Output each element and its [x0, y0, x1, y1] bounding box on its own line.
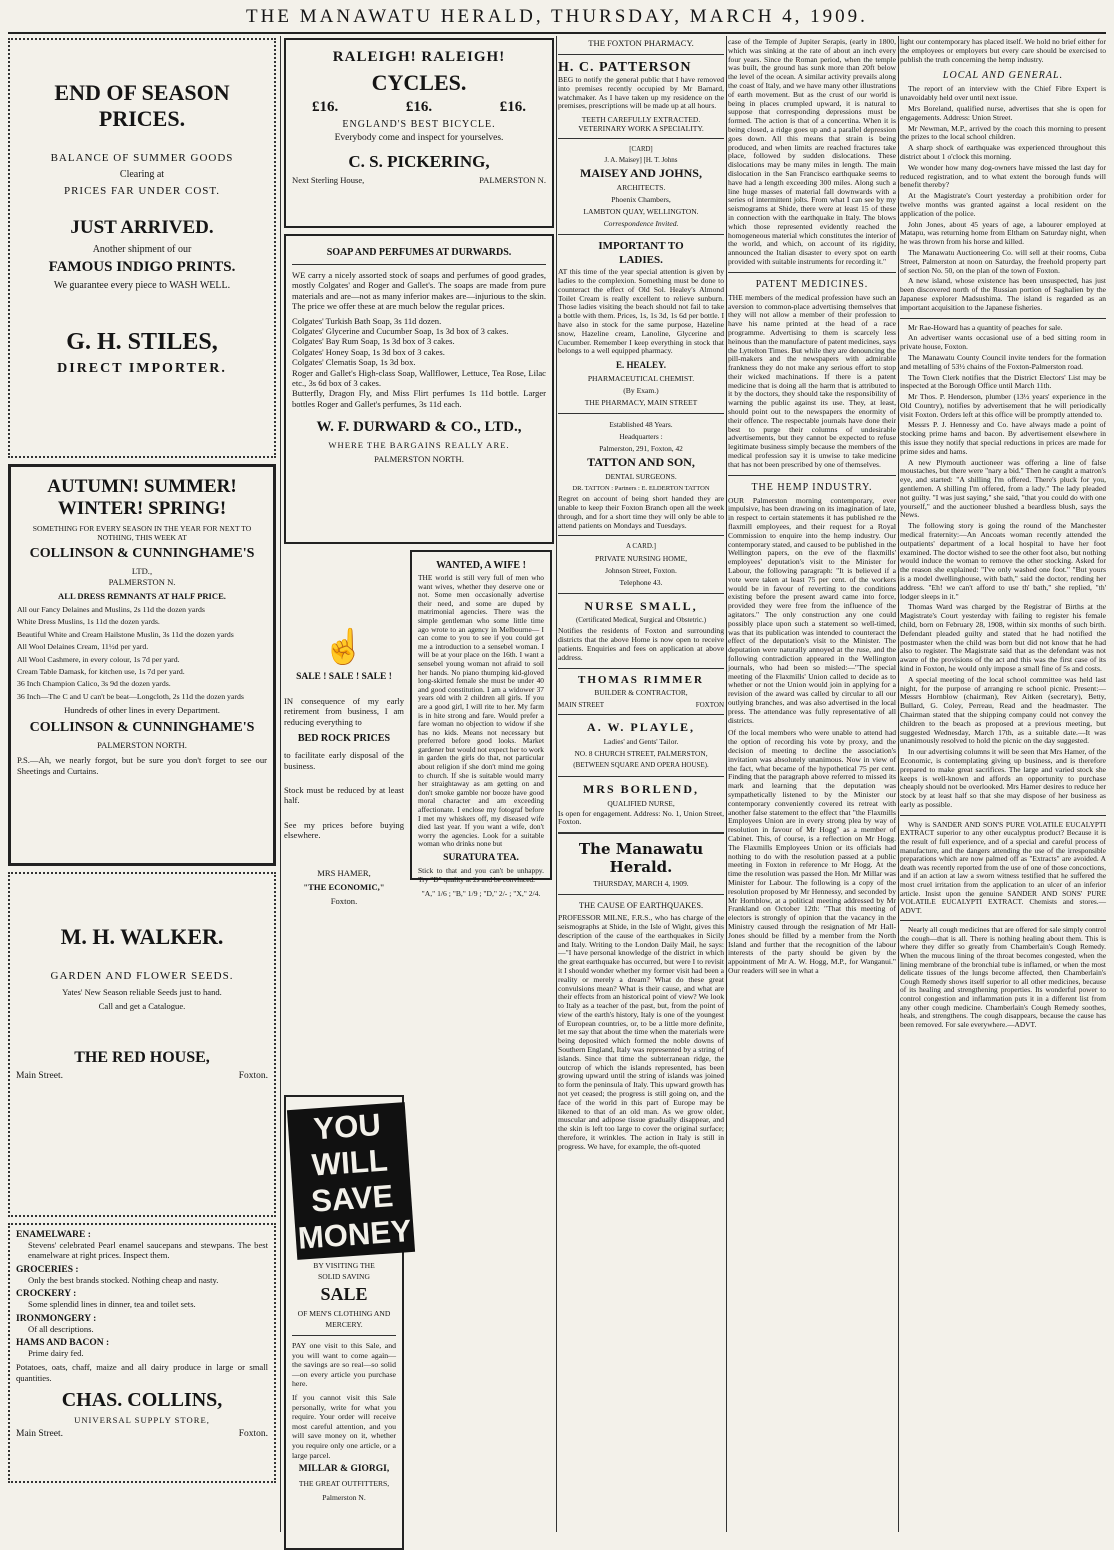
- rule: [900, 815, 1106, 816]
- hamer-p1: IN consequence of my early retirement from business, I am reducing everything to: [284, 696, 404, 727]
- rimmer-street: MAIN STREET: [558, 700, 605, 709]
- local-news-item: A sharp shock of earthquake was experienced throughout this district about 1 o'clock this morning.: [900, 143, 1106, 161]
- stiles-just-arrived: JUST ARRIVED.: [70, 217, 214, 238]
- collinson-place: PALMERSTON N.: [108, 577, 176, 587]
- column-3: [558, 38, 724, 1532]
- collins-town: Foxton.: [238, 1429, 268, 1440]
- tatton-addr: Palmerston, 291, Foxton, 42: [599, 444, 683, 454]
- healey-name: E. HEALEY.: [616, 360, 666, 371]
- durward-item: Butterfly, Dragon Fly, and Miss Flirt perfumes 1s 11d bottle. Larger bottles Roger and Gallet's perfumes, 3s 11d each.: [292, 388, 546, 409]
- hamer-name: MRS HAMER,: [317, 867, 371, 878]
- quakes-body: PROFESSOR MILNE, F.R.S., who has charge of the seismographs at Shide, in the Isle of Wight, gives this description of the cause of the earthquakes in Sicily and Italy. Writing to the London Daily Mail, he says:—"I have personal knowledge of the district in which the great earthquake has occurred, but were I to revisit it I should wonder whether my former visit had been a reality or merely a dream? What do these great convulsions mean? What is their cause, and what are their effects from an historical point of view? We look to Italy as a teacher of the past, but, from the point of view of the earth's history, Italy is one of the youngest of European countries, or, to be a little more definite, let me say that about the time when the materials were being deposited which formed the noble downs of Southern England, Italy was represented by a string of islands. Since that time the subterranean ridge, the outcrop of which the islands represented, has been growing upward until the string of islands was joined to form the peninsula of Italy. This upward growth has not yet ceased; the progress is still going on, and the face of the world in this part of Europe may be likened to that of an old man. As we grow older, muscular and adipose tissue gradually disappear, and the skin is left too large to cover the original surface; therefore, it wrinkles. The action in Italy is still in progress. We have, for example, the oft-quoted: [558, 913, 724, 1151]
- stiles-role: DIRECT IMPORTER.: [57, 361, 227, 376]
- durward-heading: SOAP AND PERFUMES AT DURWARDS.: [326, 247, 512, 258]
- column-rule: [280, 36, 281, 1532]
- hemp-tail: light our contemporary has placed itself. We hold no brief either for the employees or employers but every care should be exercised to publish the truth concerning the hemp industry.: [900, 37, 1106, 64]
- pickering-address-row: [292, 175, 546, 185]
- borlend-role: QUALIFIED NURSE,: [607, 798, 675, 808]
- healey-body: AT this time of the year special attention is given by ladies to the complexion. Something must be done to counteract the effect of Old Sol. Healey's Almond Toilet Cream is really excellent to relieve sunburn. Those ladies visiting the beach should not fail to take a bottle with them. Prices, 1s, 1s 3d, 1s 6d per bottle. I have also in stock for the same purpose, Hazeline snow, Hazeline cream, Lanoline, Glycerine and Cucumber. Remember I keep everything in stock that belongs to a well equipped pharmacy.: [558, 267, 724, 356]
- collinson-item: All Wool Cashmere, in every colour, 1s 7d per yard.: [17, 654, 180, 664]
- hamer-town: Foxton.: [330, 895, 358, 906]
- rimmer-name: THOMAS RIMMER: [578, 673, 704, 686]
- pickering-h2: CYCLES.: [371, 70, 467, 95]
- local-news-item: The report of an interview with the Chief Fibre Expert is unavoidably held over until next issue.: [900, 84, 1106, 103]
- tatton-partners: DR. TATTON : Partners : E. ELDERTON TATTON: [572, 485, 710, 493]
- walker-line: Call and get a Catalogue.: [98, 1001, 186, 1011]
- local-news-item: Mrs Boreland, qualified nurse, advertises that she is open for engagements. Address: Union Street.: [900, 103, 1106, 122]
- durward-name: W. F. DURWARD & CO., LTD.,: [316, 419, 522, 436]
- stiles-line: BALANCE OF SUMMER GOODS: [50, 152, 234, 164]
- healey-exam: (By Exam.): [623, 386, 659, 396]
- nursing-l1: PRIVATE NURSING HOME,: [594, 554, 688, 564]
- maisey-names: J. A. Maisey] [H. T. Johns: [604, 156, 678, 165]
- hemp-body-continued: Of the local members who were unable to attend had the option of recording his vote by proxy, and the decision of meeting to decline the association's invitation was absolutely unanimous. Now in view of the fact, what became of the hypothetical 75 per cent. Finding that the paragraph above referred to missed its mark and learning that the deputation was sympathetically listened to by the Minister our contemporary conveniently covered its retreat with another false statement to the effect that "the Flaxmills Employees Union are in every strong plea by way of resolution in favour of Mr Hogg" as a member of Cabinet. This, of course, is a reflection on Mr Hogg. The Flaxmills Employees Union or its officials had nothing to do with the resolution passed at a public meeting in Foxton in reference to Mr Hogg. At the time the resolution was passed the Hon. Mr Millar was Minister for Labour. The following is a copy of the resolution proposed by Mr Hennessy, and seconded by Mr Hornblow, at a political meeting addressed by Mr Frankland on October 12th: "That this meeting of electors is strongly of opinion that the vacancy in the Ministry caused through the resignation of Mr Hall-Jones should be filled by a member from the North Island and further that the recognition of the labour interests of the party should be given by the appointment of Mr A. W. Hogg, M.P., for Wanganui." Our readers will see in what a: [728, 728, 896, 975]
- giorgi-p1: PAY one visit to this Sale, and you will want to come again—the savings are so real—so solid—on every article you purchase here.: [292, 1341, 396, 1389]
- collins-tail: Potatoes, oats, chaff, maize and all dairy produce in large or small quantities.: [16, 1362, 268, 1383]
- hamer-p2: to facilitate early disposal of the business.: [284, 750, 404, 771]
- pharmacy-head: THE FOXTON PHARMACY.: [588, 38, 694, 48]
- rule: [558, 776, 724, 777]
- collinson-item: Beautiful White and Cream Hailstone Muslin, 3s 11d the dozen yards: [17, 629, 234, 639]
- newspaper-nameplate: The Manawatu Herald.: [578, 840, 704, 877]
- durward-intro: WE carry a nicely assorted stock of soaps and perfumes of good grades, mostly Colgates' and Roger and Gallet's. The soaps are made from pure materials and are—not as many inferior makes are—injurious to the skin. The price we offer these at are much below the regular prices.: [292, 270, 546, 312]
- column-rule: [898, 36, 899, 1532]
- stiles-line: Clearing at: [119, 169, 165, 180]
- stiles-line: Another shipment of our: [92, 244, 192, 255]
- hamer-p3: Stock must be reduced by at least half.: [284, 785, 404, 806]
- stiles-name: G. H. STILES,: [66, 329, 218, 355]
- patterson-body: BEG to notify the general public that I have removed into premises recently occupied by Mr Barnard, watchmaker. As I have taken up my residence on the premises, prescriptions will be made up at all hours.: [558, 75, 724, 111]
- giorgi-l3: OF MEN'S CLOTHING AND MERCERY.: [297, 1309, 391, 1329]
- note-item: Mr Rae-Howard has a quantity of peaches for sale.: [908, 322, 1063, 332]
- durward-item: Colgates' Clematis Soap, 1s 3d box.: [292, 357, 416, 368]
- durward-ad: [284, 234, 554, 544]
- giorgi-sale: SALE: [320, 1284, 368, 1304]
- nursing-l3: Telephone 43.: [619, 578, 663, 588]
- column-rule: [556, 36, 557, 1532]
- walker-street: Main Street.: [16, 1071, 63, 1081]
- note-item: Mr Thos. P. Henderson, plumber (13½ years' experience in the Old Country), notifies by advertisement that he will periodically visit Foxton. Orders left at this office will be promptly attended to.: [900, 392, 1106, 419]
- collins-sub: UNIVERSAL SUPPLY STORE,: [74, 1415, 210, 1426]
- collinson-ltd: LTD.,: [131, 566, 153, 576]
- rule: [900, 318, 1106, 319]
- pickering-h1: RALEIGH! RALEIGH!: [332, 49, 506, 65]
- walker-house: THE RED HOUSE,: [74, 1049, 210, 1066]
- rule: [558, 138, 724, 139]
- collinson-h1: AUTUMN! SUMMER!: [47, 476, 237, 497]
- local-news-item: A new island, whose existence has been unsuspected, has just been discovered north of the Russian portion of Saghalien by the Japanese explorer Madsushima. The island is regarded as an important acquisition to the Japanese fisheries.: [900, 276, 1106, 312]
- rimmer-address-row: [558, 701, 724, 709]
- pickering-town: PALMERSTON N.: [479, 175, 546, 185]
- giorgi-l2: SOLID SAVING: [318, 1272, 370, 1281]
- maisey-card: [CARD]: [629, 146, 653, 154]
- rule: [558, 234, 724, 235]
- walker-name: M. H. WALKER.: [60, 924, 224, 949]
- collins-item-head: IRONMONGERY :: [16, 1313, 97, 1324]
- collinson-item: White Dress Muslins, 1s 11d the dozen yards.: [17, 617, 160, 627]
- pickering-price-row: [292, 99, 546, 116]
- rule: [558, 668, 724, 669]
- durward-item: Colgates' Bay Rum Soap, 1s 3d box of 3 cakes.: [292, 336, 455, 347]
- local-news-item: Mr Newman, M.P., arrived by the coach this morning to present the prizes to the local school children.: [900, 123, 1106, 142]
- maisey-name: MAISEY AND JOHNS,: [580, 166, 702, 181]
- local-general-heading: LOCAL AND GENERAL.: [942, 70, 1064, 82]
- collins-item-head: ENAMELWARE :: [16, 1230, 91, 1240]
- collinson-sub: ALL DRESS REMNANTS AT HALF PRICE.: [58, 591, 226, 601]
- rimmer-town: FOXTON: [695, 700, 724, 709]
- hemp-body: OUR Palmerston morning contemporary, ever impulsive, has been drawing on its imagination of late, in respect to certain statements it has published re the flaxmill employees, and their request for a Royal Commission to enquire into the hemp industry. Our contemporary stated, and caused to be published in the Wellington papers, on the eve of the flaxmills' employees' deputation's visit to the Minister for Labour, the following paragraph: "It is believed if a vote were taken at least 75 per cent. of the workers would be in favour of reverting to the conditions existing before the present award came into force, provided they were free from the influence of the agitators." The only construction any one could possibly place upon such a statement so well-timed, was that its publication was intended to counteract the effect of the deputation's visit to the Minister. The deputation were naturally annoyed at the ruse, and the following contradiction appeared in the Wellington journals, who had been so misled:—"The special meeting of the Flaxmills' Union called to decide as to whether or not the Union would join in applying for a revision of the award was called by circular to all our outlying branches, and was also advertised in the local press. The attendance was fully representative of all districts.: [728, 495, 896, 725]
- note-item: In our advertising columns it will be seen that Mrs Hamer, of the Economic, is contemplating giving up business, and is therefore prepared to make great sacrifices. The large and varied stock she keeps is well-known and affords an opportunity to purchase cheaply should not be overlooked. Mrs Hamer desires to reduce her stock by at least half so that she may dispose of her business as early as possible.: [900, 747, 1106, 809]
- rule: [558, 832, 724, 834]
- collinson-item-list: [17, 605, 267, 702]
- cough-advert: Nearly all cough medicines that are offered for sale simply control the cough—that is all. There is nothing healing about them. This is where they differ so greatly from Chamberlain's Cough Remedy. When the mucous lining of the throat becomes congested, when the lining membrane of the bronchial tube is inflamed, or when the most delicate tissues of the lungs become affected, then Chamberlain's Cough Remedy shows itself superior to all other medicines, because of its healing and strengthening properties. Its wonderful power to control congestion and inflammation puts it in a different list from any other cough medicine. Chamberlain's Cough Remedy soothes, heals, and strengthens. The cough disappears, because the cause has been removed. For sale everywhere.—ADVT.: [900, 925, 1106, 1029]
- durward-item: Colgates' Turkish Bath Soap, 3s 11d dozen.: [292, 315, 442, 326]
- hamer-ad: [284, 550, 404, 1095]
- pickering-price: £16.: [499, 99, 526, 115]
- rule: [558, 413, 724, 414]
- tatton-body: Regret on account of being short handed they are unable to keep their Foxton Branch open all the week through, and for a short time they will only be able to attend patients on Mondays and Tuesdays.: [558, 494, 724, 530]
- note-item: An advertiser wants occasional use of a bed sitting room in private house, Foxton.: [900, 333, 1106, 352]
- patterson-name: H. C. PATTERSON: [558, 60, 692, 75]
- collinson-ps: P.S.—Ah, we nearly forgot, but be sure you don't forget to see our Sheetings and Curtains.: [17, 755, 267, 776]
- note-item: The following story is going the round of the Manchester medical fraternity:—An Ancoats woman recently attended the outpatients' department of a local hospital to have her foot examined. The doctor wished to see the other foot also, but nothing would induce the woman to remove the other stocking. Asked for the reason she explained: "I've only washed one foot." "But yours is a model dwellinghouse, with bath," said the doctor, rending her address. "Eh! we can't afford to use th' bath," she replied, "th' lodger sleeps in it.": [900, 521, 1106, 601]
- local-news-item: The Manawatu Auctioneering Co. will sell at their rooms, Cuba Street, Palmerston at noon on Saturday, the freehold property part of section No. 50, on the plan of the town of Foxton.: [900, 247, 1106, 275]
- stiles-line: PRICES FAR UNDER COST.: [63, 185, 221, 197]
- wife-ad: [410, 550, 552, 899]
- collinson-place-2: PALMERSTON NORTH.: [97, 740, 187, 751]
- local-news-item: We wonder how many dog-owners have missed the last day for reduced registration, and to what extent the borough funds will benefit thereby?: [900, 162, 1106, 190]
- collinson-name: COLLINSON & CUNNINGHAME'S: [29, 546, 255, 561]
- note-item: The Manawatu County Council invite tenders for the formation and metalling of 53½ chains of the Foxton-Palmerston road.: [900, 352, 1106, 371]
- collins-item-head: GROCERIES :: [16, 1264, 79, 1275]
- rule: [728, 272, 896, 273]
- note-item: Thomas Ward was charged by the Registrar of Births at the Magistrate's Court yesterday with failing to register his female child, born on February 28, 1908, within six months of such birth. Defendant pleaded guilty and stated that he had notified the postmaster when the child was born but did not know that he had also to register. The Magistrate said that as the defendant was not aware of the provisions of the act and this was the first case of its kind in Foxton, he would only impose a small fine of 5s and costs.: [900, 602, 1106, 673]
- collins-ad: [8, 1223, 276, 1483]
- pickering-ad: [284, 38, 554, 228]
- collinson-intro: SOMETHING FOR EVERY SEASON IN THE YEAR FOR NEXT TO NOTHING, THIS WEEK AT: [32, 524, 252, 542]
- hemp-heading: THE HEMP INDUSTRY.: [751, 481, 873, 493]
- collinson-item: All our Fancy Delaines and Muslins, 2s 11d the dozen yards: [17, 605, 205, 614]
- maisey-addr: Phoenix Chambers,: [611, 195, 671, 205]
- hamer-p4: See my prices before buying elsewhere.: [284, 819, 404, 841]
- hamer-shop: "THE ECONOMIC,": [303, 881, 385, 892]
- wife-brand: SURATURA TEA.: [443, 853, 519, 863]
- collins-item-head: CROCKERY :: [16, 1289, 77, 1300]
- collins-street: Main Street.: [16, 1429, 63, 1440]
- patterson-teeth: TEETH CAREFULLY EXTRACTED. VETERINARY WORK A SPECIALITY.: [578, 115, 704, 134]
- dateline: THURSDAY, MARCH 4, 1909.: [593, 879, 689, 889]
- pickering-l2: Everybody come and inspect for yourselves.: [334, 133, 504, 143]
- hamer-sale: SALE ! SALE ! SALE !: [296, 672, 392, 682]
- collinson-item: 36 Inch Champion Calico, 3s 9d the dozen yards.: [17, 679, 171, 689]
- collins-item-list: [16, 1230, 268, 1358]
- column-1: [8, 38, 276, 1489]
- collinson-ad: [8, 464, 276, 866]
- tatton-name: TATTON AND SON,: [587, 455, 695, 470]
- walker-ad: [8, 872, 276, 1217]
- wife-tail: Stick to that and you can't be unhappy. Try "D" quality at 2s and be convinced.: [418, 866, 544, 884]
- wife-body: THE world is still very full of men who want wives, whether they deserve one or not. Some men occasionally advertise their need, and some are duped by matrimonial agencies. There was the simple gentleman who some little time ago wrote to an agency in Melbourne— I can come to you to see if you could get me a introduction to a sensebel woman. I will be at your place on the 16th. I want a sensebel young woman not afraid to soil her hands. No piano thumping kid-gloved long-skirted female she must be under 40 and good constitution. I am a widower 37 years old with 2 children all girls. If you are a good girl, I will rite to her. My farm is in hite strong and fare. Would prefer a fare woman no objection to widow if she has no kids. Means not necessary but preferred before good looks. Market gardener but would not expect her to work in garden the girls do that, not particular about religion if she don't mind me going to church. If she is suitable would marry her straightaway as am getting on and don't smoke gamble nor booze have good moral character and am exceeding affectionate. I enclose my fotograf before I met my whiskers off, my diseased wife died last year. If you want a wife, don't worry the agencies. Look for a suitable woman who drinks none but: [418, 573, 544, 849]
- small-cert: (Certificated Medical, Surgical and Obstetric.): [575, 616, 707, 625]
- giorgi-rule: [292, 1335, 396, 1336]
- durward-item-list: [292, 316, 546, 410]
- rimmer-role: BUILDER & CONTRACTOR,: [594, 687, 688, 697]
- pickering-l1: ENGLAND'S BEST BICYCLE.: [342, 119, 496, 130]
- giorgi-p2: If you cannot visit this Sale personally, write for what you require. Your order will receive most careful attention, and you will save money on it, whether you require only one article, or a large parcel.: [292, 1392, 396, 1460]
- stiles-prints: FAMOUS INDIGO PRINTS.: [48, 259, 236, 275]
- walker-town: Foxton.: [238, 1071, 268, 1081]
- collinson-item: 36 Inch—The C and U can't be beat—Longcloth, 2s 11d the dozen yards: [17, 691, 244, 701]
- collinson-item: Cream Table Damask, for kitchen use, 1s 7d per yard.: [17, 667, 185, 677]
- tatton-headq: Headquarters :: [619, 432, 663, 442]
- collins-item-head: HAMS AND BACON :: [16, 1338, 110, 1349]
- borlend-name: MRS BORLEND,: [582, 781, 699, 796]
- column-4: [728, 38, 896, 1532]
- nursing-card: A CARD.]: [626, 542, 656, 551]
- local-news-list: [900, 85, 1106, 312]
- hamer-bed: BED ROCK PRICES: [297, 733, 391, 745]
- pickering-price: £16.: [405, 99, 433, 115]
- stiles-ad: [8, 38, 276, 458]
- collins-item-text: Stevens' celebrated Pearl enamel saucepans and stewpans. The best enamelware at right prices. Inspect them.: [28, 1240, 268, 1261]
- tatton-est: Established 48 Years.: [609, 420, 673, 430]
- wife-heading: WANTED, A WIFE !: [436, 560, 526, 571]
- durward-item: Colgates' Glycerine and Cucumber Soap, 1s 3d box of 3 cakes.: [292, 326, 509, 337]
- collinson-h2: WINTER! SPRING!: [57, 498, 227, 519]
- local-news-item: John Jones, about 45 years of age, a labourer employed at Matapu, was returning home from Eltham on Saturday night, when he was thrown from his horse and killed.: [900, 219, 1106, 247]
- small-body: Notifies the residents of Foxton and surrounding districts that the above Home is now open to receive patients. Enquiries and fees on application at above address.: [558, 626, 724, 662]
- collins-item-text: Some splendid lines in dinner, tea and toilet sets.: [28, 1299, 196, 1310]
- collins-item-text: Of all descriptions.: [28, 1323, 94, 1334]
- giorgi-banner: YOU WILL SAVE MONEY: [287, 1102, 415, 1260]
- pickering-addr: Next Sterling House,: [292, 175, 365, 185]
- note-item: A special meeting of the local school committee was held last night, for the purpose of arranging re school picnic. Present:—Messrs Hornblow (chairman), Rev Aitken (secretary), Betty, Bullard, G. Coley, Perreau, Read and the headmaster. The Chairman stated that the shipping company could not convey the children to the beach as proposed at a previous meeting, but suggested Wednesday, March 17th, as a suitable date.—It was unanimously resolved to hold the picnic on the day suggested.: [900, 674, 1106, 746]
- playle-addr: NO. 8 CHURCH STREET, PALMERSTON,: [574, 748, 708, 758]
- tatton-role: DENTAL SURGEONS.: [605, 472, 677, 482]
- giorgi-l1: BY VISITING THE: [313, 1261, 375, 1270]
- pickering-price: £16.: [312, 99, 339, 115]
- rule: [558, 894, 724, 895]
- playle-name: A. W. PLAYLE,: [587, 719, 695, 734]
- local-news-item: At the Magistrate's Court yesterday a prohibition order for twelve months was granted against a local resident on the application of the police.: [900, 191, 1106, 218]
- collins-item-text: Prime dairy fed.: [28, 1348, 84, 1359]
- durward-item: Roger and Gallet's High-class Soap, Wallflower, Lettuce, Tea Rose, Lilac etc., 3s 6d box of 3 cakes.: [292, 367, 546, 389]
- rule: [900, 920, 1106, 921]
- small-name: NURSE SMALL,: [584, 599, 698, 614]
- rule: [558, 54, 724, 55]
- collins-item-text: Only the best brands stocked. Nothing cheap and nasty.: [28, 1274, 219, 1285]
- nursing-l2: Johnson Street, Foxton.: [605, 566, 677, 576]
- giorgi-ad: [284, 1095, 413, 1550]
- patent-heading: PATENT MEDICINES.: [755, 278, 869, 290]
- healey-h2: LADIES.: [619, 254, 663, 267]
- masthead: THE MANAWATU HERALD, THURSDAY, MARCH 4, 1909.: [246, 6, 868, 27]
- maisey-corr: Correspondence Invited.: [603, 219, 679, 229]
- wife-grades: "A," 1/6 ; "B," 1/9 ; "D," 2/- ; "X," 2/4.: [421, 889, 541, 899]
- giorgi-name: MILLAR & GIORGI,: [298, 1464, 390, 1475]
- healey-addr: THE PHARMACY, MAIN STREET: [584, 398, 698, 408]
- quakes-heading: THE CAUSE OF EARTHQUAKES.: [578, 901, 704, 911]
- column-2: [284, 38, 554, 1550]
- pickering-name: C. S. PICKERING,: [348, 152, 490, 171]
- durward-town: PALMERSTON NORTH.: [374, 454, 464, 465]
- playle-role: Ladies' and Gents' Tailor.: [603, 736, 679, 746]
- note-item: The Town Clerk notifies that the District Electors' List may be inspected at the Borough Office until March 11th.: [900, 372, 1106, 391]
- healey-h1: IMPORTANT TO: [598, 240, 684, 253]
- healey-role: PHARMACEUTICAL CHEMIST.: [587, 374, 695, 384]
- stiles-line: We guarantee every piece to WASH WELL.: [53, 280, 231, 291]
- stiles-headline: END OF SEASON PRICES.: [54, 80, 230, 131]
- walker-seeds: GARDEN AND FLOWER SEEDS.: [50, 970, 234, 982]
- pointing-hand-icon: ☝: [322, 629, 366, 666]
- masthead-rule: [8, 32, 1106, 34]
- durward-item: Colgates' Honey Soap, 1s 3d box of 3 cakes.: [292, 346, 445, 357]
- rule: [558, 714, 724, 715]
- sander-advert: Why is SANDER AND SON'S PURE VOLATILE EUCALYPTI EXTRACT superior to any other eucalyptus product? Because it is the result of full experience, and of a special and careful process of manufacture, and the dangers attending the use of the irresponsible preparations which are now palmed off as "Extracts" are avoided. A death was recently reported from the use of one of those concoctions, and if an action at law a sworn witness testified that he suffered the most cruel irritation from the application to an ulcer of an inferior article. Insist upon the genuine SANDER AND SONS' PURE VOLATILE EUCALYPTI EXTRACT. Chemists and stores.—ADVT.: [900, 819, 1106, 915]
- durward-sub: WHERE THE BARGAINS REALLY ARE.: [328, 440, 510, 451]
- giorgi-town: Palmerston N.: [322, 1493, 366, 1503]
- column-rule: [726, 36, 727, 1532]
- column-5: [900, 38, 1106, 1532]
- patent-body: THE members of the medical profession have such an aversion to common-place advertising themselves that they will not allow a member of their profession to have his name printed at the head of a race programme. Advertising to them is scarcely less heinous than the manufacture of patent medicines, says the Lyttelton Times. But while they are denouncing the pill-makers and the newspapers with admirable frankness they do not make any serious effort to stop their wicked machinations. If there is a patent medicine that is doing all the harm that is attributed to it by the doctors, they should take the responsibility of warning the public against its use. They, at least, should point out to the newspapers the enormity of their offence. The respectable journals have done their best to purge their columns of undesirable advertisements, but they cannot be expected to refuse legitimate business simply because the members of the medical profession say it is unwise to take medicine that has not been prescribed by one of themselves.: [728, 292, 896, 469]
- note-item: A new Plymouth auctioneer was offering a line of false moustaches, but there were "nary a bid." Then he caught a matron's eye, and started: "A shilling I'm offered. There's pluck for you, gentlemen. A shilling I'm offered, from a lady." The lady pleaded not guilty. "I was just saying," she said, "that you could do with one yourself," and the auctioneer blushed a beardless blush, says the News.: [900, 457, 1106, 520]
- quakes-continued: case of the Temple of Jupiter Serapis, (early in 1800, which was sinking at the rate of about an inch every four years. Since the Roman period, when the temple was built, the ground has sunk more than 20ft below the level of the ocean. A similar activity prevails along the coast of Italy, and we have many other illustrations of earth movement. But as the crust of our world is being in places crumpled upward, it is natural to suppose that corresponding depressions must be formed. The action is that of a concertina. When it is being closed, a ridge goes up and a parallel depression goes down. All this means that strain is being produced, and when limits are reached fractures take place, followed by sudden dislocations. These dislocations may be many miles in length. The main dislocation in the San Francisco earthquake seems to have had a length exceeding 300 miles. Along such a line huge masses of material fall downwards with a series of intermittent jolts. From what I can see by my seismograms at Shide, there were at least 15 of these in connection with the earthquake in Italy. The blows which those represented evidently reached the homogeneous material which constitutes the interior of the world, and which, on account of its rigidity, announced the Italian disaster to every spot on earth provided with suitable instruments for recording it.": [728, 37, 896, 266]
- collins-address-row: [16, 1429, 268, 1439]
- playle-between: (BETWEEN SQUARE AND OPERA HOUSE).: [573, 760, 709, 769]
- collinson-item: All Wool Delaines Cream, 11½d per yard.: [17, 642, 149, 652]
- walker-line: Yates' New Season reliable Seeds just to hand.: [62, 987, 222, 997]
- borlend-body: Is open for engagement. Address: No. 1, Union Street, Foxton.: [558, 808, 724, 827]
- collins-name: CHAS. COLLINS,: [61, 1389, 223, 1412]
- collinson-name-2: COLLINSON & CUNNINGHAME'S: [29, 720, 255, 736]
- notes-list: [900, 324, 1106, 810]
- rule: [558, 535, 724, 536]
- walker-address-row: [16, 1071, 268, 1081]
- maisey-role: ARCHITECTS.: [616, 183, 666, 193]
- durward-rule: [292, 264, 546, 265]
- rule: [558, 593, 724, 594]
- giorgi-sub: THE GREAT OUTFITTERS,: [298, 1479, 390, 1489]
- collinson-more: Hundreds of other lines in every Department.: [64, 705, 220, 716]
- rule: [728, 475, 896, 476]
- maisey-addr2: LAMBTON QUAY, WELLINGTON.: [583, 207, 699, 217]
- note-item: Messrs P. J. Hennessy and Co. have always made a point of stocking prime hams and bacon. By advertisement elsewhere in this issue they notify that special reductions in prices are made for prime sides and hams.: [900, 420, 1106, 456]
